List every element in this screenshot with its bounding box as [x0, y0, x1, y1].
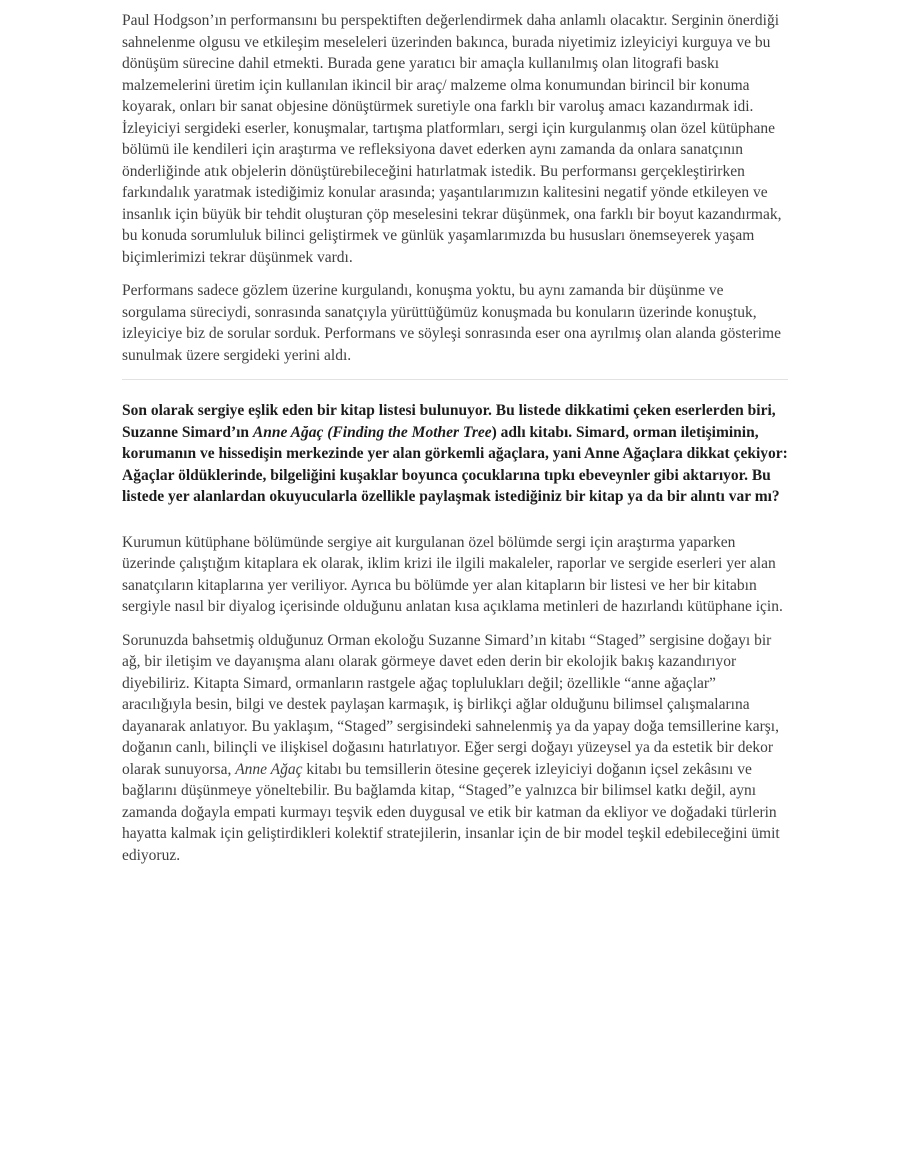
body-paragraph	[122, 280, 788, 366]
text-run: Performans sadece gözlem üzerine kurgulandı, konuşma yoktu, bu aynı zamanda bir düşünme ve sorgulama süreciydi, sonrasında sanatçıyla yürüttüğümüz konuşmada bu konuların üzerinde konuştuk, izleyiciye biz de sorular sorduk. Performans ve söyleşi sonrasında eser ona ayrılmış olan alanda gösterime sunulmak üzere sergideki yerini aldı.	[122, 282, 781, 364]
text-run: kitabı bu temsillerin ötesine geçerek izleyiciyi doğanın içsel zekâsını ve bağlarını düşünmeye yöneltebilir. Bu bağlamda kitap, “Staged”e yalnızca bir bilimsel katkı değil, aynı zamanda doğayla empati kurmayı teşvik eden duygusal ve etik bir katman da ekliyor ve doğadaki türlerin hayatta kalmak için geliştirdikleri kolektif stratejilerin, insanlar için de bir model teşkil edebileceğini ümit ediyoruz.	[122, 760, 780, 864]
text-run: Paul Hodgson’ın performansını bu perspektiften değerlendirmek daha anlamlı olacaktır. Serginin önerdiği sahnelenme olgusu ve etkileşim meseleleri üzerinden bakınca, burada niyetimiz izleyiciyi kurguya ve bu dönüşüm sürecine dahil etmekti. Burada gene yaratıcı bir amaçla kullanılmış olan litografi baskı malzemelerini üretim için kullanılan ikincil bir araç/ malzeme olma konumundan birincil bir konuma koyarak, onları bir sanat objesine dönüştürmek suretiyle ona farklı bir varoluş amacı kazandırmak idi. İzleyiciyi sergideki eserler, konuşmalar, tartışma platformları, sergi için kurgulanmış olan özel kütüphane bölümü ile kendileri için araştırma ve refleksiyona davet ederken aynı zamanda da onlara sanatçının önderliğinde atık objelerin dönüştürebileceğini hatırlatmak istedik. Bu performansı gerçekleştirirken farkındalık yaratmak istediğimiz konular arasında; yaşantılarımızın kalitesini negatif yönde etkileyen ve insanlık için büyük bir tehdit oluşturan çöp meselesini tekrar düşünmek, ona farklı bir boyut kazandırmak, bu konuda sorumluluk bilinci geliştirmek ve günlük yaşamlarımızda bu hususları önemseyerek yaşam biçimlerimizi tekrar düşünmek vardı.	[122, 12, 782, 266]
body-paragraph	[122, 10, 788, 268]
question-paragraph	[122, 400, 788, 508]
book-title-italic: Anne Ağaç	[235, 760, 303, 778]
body-paragraph	[122, 532, 788, 618]
text-run: Son olarak sergiye eşlik eden bir kitap listesi bulunuyor. Bu listede dikkatimi çeken eserlerden biri, Suzanne Simard’ın	[122, 402, 776, 441]
text-run: ) adlı kitabı. Simard, orman iletişiminin, korumanın ve hissedişin merkezinde yer alan görkemli ağaçlara, yani Anne Ağaçlara dikkat çekiyor: Ağaçlar öldüklerinde, bilgeliğini kuşaklar boyunca çocuklarına tıpkı ebeveynler gibi aktarıyor. Bu listede yer alanlardan okuyucularla özellikle paylaşmak istediğiniz bir kitap ya da bir alıntı var mı?	[122, 423, 788, 505]
text-run: Sorunuzda bahsetmiş olduğunuz Orman ekoloğu Suzanne Simard’ın kitabı “Staged” sergisine doğayı bir ağ, bir iletişim ve dayanışma alanı olarak görmeye davet eden derin bir ekolojik bakış kazandırıyor diyebiliriz. Kitapta Simard, ormanların rastgele ağaç toplulukları değil; özellikle “anne ağaçlar” aracılığıyla besin, bilgi ve destek paylaşan karmaşık, iş birlikçi ağlar olduğunu bilimsel çalışmalarına dayanarak anlatıyor. Bu yaklaşım, “Staged” sergisindeki sahnelenmiş ya da yapay doğa temsillerine karşı, doğanın canlı, bilinçli ve ilişkisel doğasını hatırlatıyor. Eğer sergi doğayı yüzeysel ya da estetik bir dekor olarak sunuyorsa,	[122, 631, 779, 778]
book-title-italic: Anne Ağaç (Finding the Mother Tree	[252, 423, 492, 441]
text-run: Kurumun kütüphane bölümünde sergiye ait kurgulanan özel bölümde sergi için araştırma yaparken üzerinde çalıştığım kitaplara ek olarak, iklim krizi ile ilgili makaleler, raporlar ve sergide eserleri yer alan sanatçıların kitaplarına yer veriliyor. Ayrıca bu bölümde yer alan kitapların bir listesi ve her bir kitabın sergiyle nasıl bir diyalog içerisinde olduğunu anlatan kısa açıklama metinleri de hazırlandı kütüphane için.	[122, 533, 783, 615]
body-paragraph	[122, 630, 788, 867]
section-divider	[122, 379, 788, 380]
